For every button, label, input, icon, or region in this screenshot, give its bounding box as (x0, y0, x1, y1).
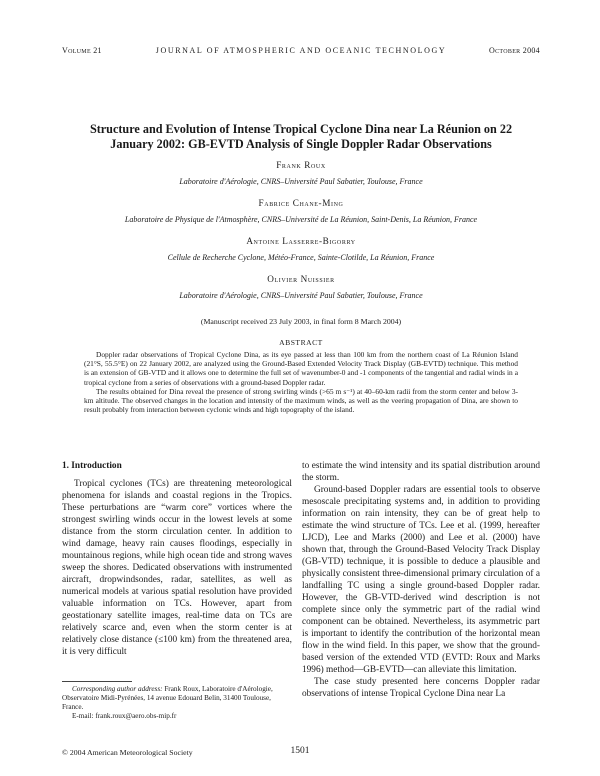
title-line-2: January 2002: GB-EVTD Analysis of Single Doppler Radar Observations (110, 137, 492, 151)
paper-title (62, 122, 540, 152)
author-affiliation: Laboratoire d'Aérologie, CNRS–Université Paul Sabatier, Toulouse, France (179, 291, 423, 300)
author-name: Frank Roux (276, 160, 326, 170)
footnote-address: Frank Roux, Laboratoire d'Aérologie, Observatoire Midi-Pyrénées, 14 avenue Edouard Belin, 31400 Toulouse, France. (62, 685, 273, 711)
footnote-divider (62, 681, 132, 682)
footnote-email: E-mail: frank.roux@aero.obs-mip.fr (72, 712, 177, 720)
body-paragraph: to estimate the wind intensity and its spatial distribution around the storm. (302, 461, 540, 483)
author-name: Olivier Nuissier (267, 274, 335, 284)
copyright: © 2004 American Meteorological Society (62, 748, 193, 757)
running-head (62, 46, 540, 58)
right-column (302, 460, 540, 700)
left-column (62, 460, 292, 658)
manuscript-received: (Manuscript received 23 July 2003, in final form 8 March 2004) (200, 317, 402, 326)
author-affiliation: Cellule de Recherche Cyclone, Météo-France, Sainte-Clotilde, La Réunion, France (167, 253, 435, 262)
body-paragraph: Tropical cyclones (TCs) are threatening meteorological phenomena for islands and coastal regions in the Tropics. These perturbations are “warm core” vortices where the strongest swirling winds occur in the lowest levels at some distance from the storm circulation center. In addition to wind damage, heavy rain causes floodings, especially in mountainous regions, while high ocean tide and strong waves sweep the shores. Dedicated observations with instrumented aircraft, dropwindsondes, radar, satellites, as well as numerical models at various spatial resolution have provided valuable information on TCs. However, apart from geostationary satellite images, real-time data on TCs are relatively scarce and, even when the storm center is at relatively close distance (≤100 km) from the threatened area, it is very difficult (62, 479, 292, 657)
body-paragraph: The case study presented here concerns Doppler radar observations of intense Tropical Cyclone Dina near La (302, 677, 540, 699)
abstract-heading: ABSTRACT (279, 338, 323, 347)
title-line-1: Structure and Evolution of Intense Tropical Cyclone Dina near La Réunion on 22 (89, 122, 513, 136)
section-heading: 1. Introduction (62, 461, 122, 471)
footnote-label: Corresponding author address: (72, 685, 163, 693)
abstract-paragraph: Doppler radar observations of Tropical Cyclone Dina, as its eye passed at less than 100 km from the northern coast of La Réunion Island (21°S, 55.5°E) on 22 January 2002, are analyzed using the Ground-Based Extended Velocity Track Display (GB-EVTD) technique. This method is an extension of GB-VTD and it allows one to determine the full set of wavenumber-0 and -1 components of the tangential and radial winds in a tropical cyclone from a series of observations with a ground-based Doppler radar. (84, 350, 518, 387)
page-number: 1501 (290, 746, 310, 756)
volume-label: Volume 21 (62, 46, 102, 55)
issue-date: October 2004 (489, 46, 540, 55)
abstract-paragraph: The results obtained for Dina reveal the presence of strong swirling winds (>65 m s⁻¹) at 40–60-km radii from the storm center and below 3-km altitude. The observed changes in the location and intensity of the maximum winds, as well as the veering propagation of Dina, are shown to result probably from interaction between cyclonic winds and high topography of the island. (84, 386, 518, 415)
footnote (62, 685, 292, 721)
author-name: Fabrice Chane-Ming (258, 198, 344, 208)
author-name: Antoine Lasserre-Bigorry (246, 236, 356, 246)
author-affiliation: Laboratoire d'Aérologie, CNRS–Université Paul Sabatier, Toulouse, France (179, 177, 423, 186)
author-affiliation: Laboratoire de Physique de l'Atmosphère, CNRS–Université de La Réunion, Saint-Denis, La Réunion, France (124, 215, 478, 224)
journal-name: JOURNAL OF ATMOSPHERIC AND OCEANIC TECHNOLOGY (155, 46, 447, 55)
body-paragraph: Ground-based Doppler radars are essential tools to observe mesoscale precipitating systems and, in addition to providing information on rain intensity, they can be of great help to estimate the wind structure of TCs. Lee et al. (1999, hereafter LJCD), Lee and Marks (2000) and Lee et al. (2000) have shown that, through the Ground-Based Velocity Track Display (GB-VTD) technique, it is possible to deduce a plausible and physically consistent three-dimensional primary circulation of a landfalling TC using a single ground-based Doppler radar. However, the GB-VTD-derived wind description is not complete since only the symmetric part of the radial wind component can be obtained. Nevertheless, its asymmetric part is important to identify the contribution of the horizontal mean flow in the wind field. In this paper, we show that the ground-based version of the extended VTD (EVTD: Roux and Marks 1996) method—GB-EVTD—can alleviate this limitation. (302, 485, 540, 675)
abstract (84, 350, 518, 414)
